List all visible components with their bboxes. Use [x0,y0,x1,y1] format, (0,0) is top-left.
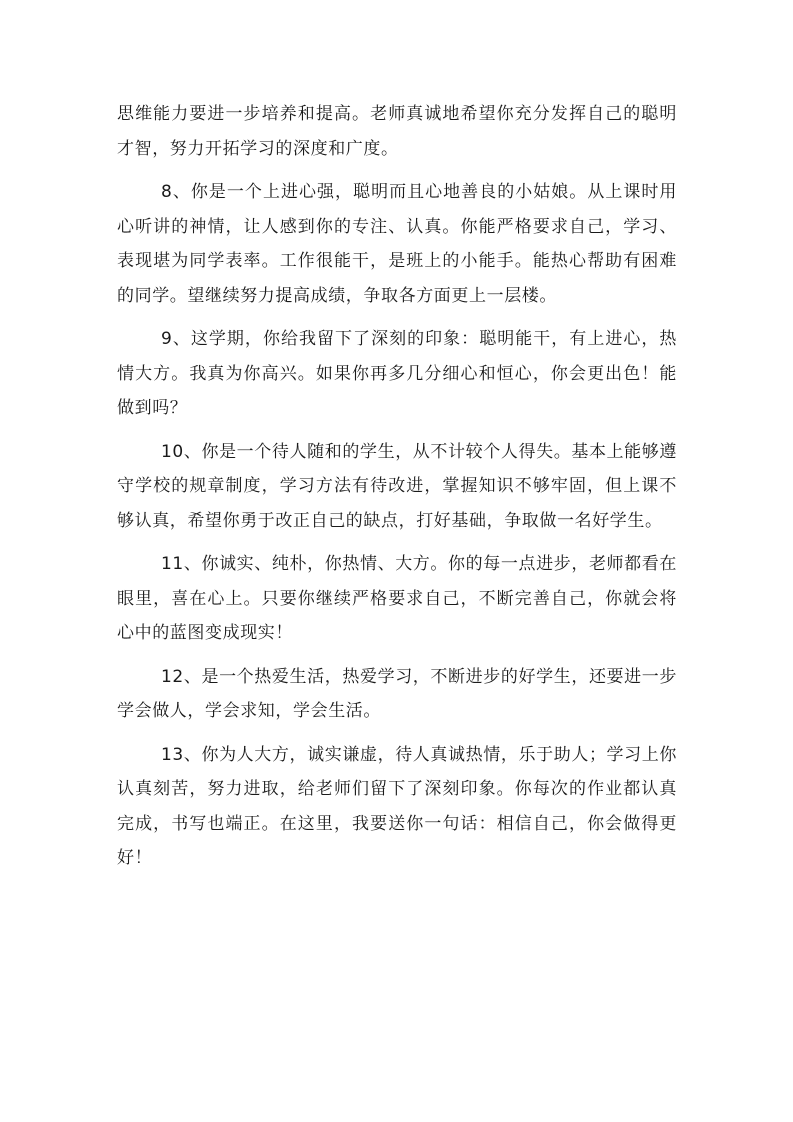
paragraph-comment-11: 11、你诚实、纯朴，你热情、大方。你的每一点进步，老师都看在眼里，喜在心上。只要你继续严格要求自己，不断完善自己，你就会将心中的蓝图变成现实！ [117,554,677,643]
paragraph-comment-12: 12、是一个热爱生活，热爱学习，不断进步的好学生，还要进一步学会做人，学会求知，学会生活。 [117,666,677,721]
paragraph-comment-9: 9、这学期，你给我留下了深刻的印象：聪明能干，有上进心，热情大方。我真为你高兴。如果你再多几分细心和恒心，你会更出色！能做到吗？ [117,329,677,418]
paragraph-comment-10: 10、你是一个待人随和的学生，从不计较个人得失。基本上能够遵守学校的规章制度，学习方法有待改进，掌握知识不够牢固，但上课不够认真，希望你勇于改正自己的缺点，打好基础，争取做一名好学生。 [117,441,677,531]
paragraph-comment-8: 8、你是一个上进心强，聪明而且心地善良的小姑娘。从上课时用心听讲的神情，让人感到你的专注、认真。你能严格要求自己，学习、表现堪为同学表率。工作很能干，是班上的小能手。能热心帮助有困难的同学。望继续努力提高成绩，争取各方面更上一层楼。 [117,182,677,306]
document-body [117,97,677,885]
paragraph-continuation: 思维能力要进一步培养和提高。老师真诚地希望你充分发挥自己的聪明才智，努力开拓学习的深度和广度。 [117,104,677,159]
paragraph-comment-13: 13、你为人大方，诚实谦虚，待人真诚热情，乐于助人；学习上你认真刻苦，努力进取，给老师们留下了深刻印象。你每次的作业都认真完成，书写也端正。在这里，我要送你一句话：相信自己，你会做得更好！ [117,744,677,868]
